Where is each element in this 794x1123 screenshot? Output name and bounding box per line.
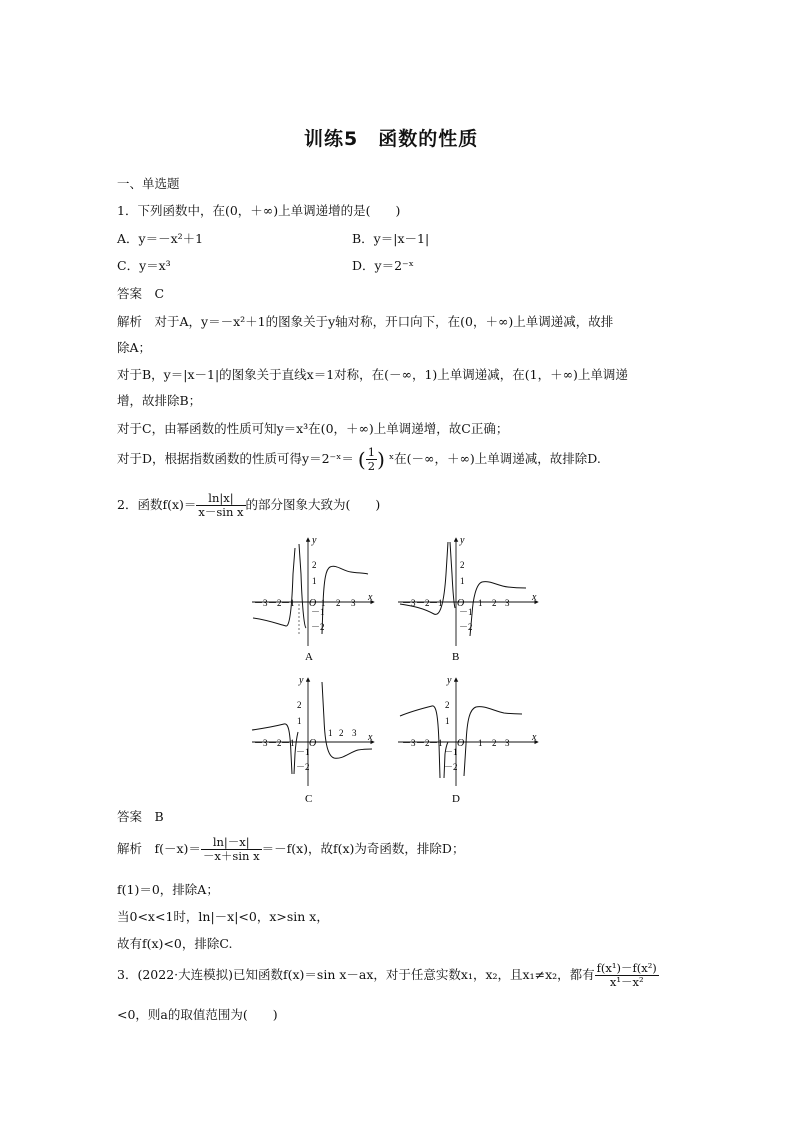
q2-answer: 答案 B <box>117 809 164 824</box>
tick-label: 2 <box>312 560 317 570</box>
tick-label: －1 <box>281 598 295 608</box>
tick-label: 2 <box>339 728 344 738</box>
origin-label: O <box>309 738 317 749</box>
graph-d <box>398 675 538 802</box>
x-axis-label: x <box>368 592 373 603</box>
graph-c <box>252 675 374 802</box>
tick-label: －3 <box>254 738 268 748</box>
graph-a <box>252 535 374 663</box>
tick-label: 3 <box>351 598 356 608</box>
q1-option-a: A．y＝－x²＋1 <box>117 231 204 246</box>
page-title: 训练5 函数的性质 <box>304 128 479 150</box>
x-axis-label: x <box>532 592 537 603</box>
tick-label: 2 <box>336 598 341 608</box>
q3-stem <box>117 962 659 989</box>
y-axis-label: y <box>460 535 465 546</box>
y-axis-label: y <box>447 675 452 686</box>
q1-stem: 1．下列函数中，在(0，＋∞)上单调递增的是( ) <box>117 203 401 218</box>
tick-label: －1 <box>281 738 295 748</box>
q2-analysis <box>117 836 464 863</box>
fraction <box>196 492 245 519</box>
tick-label: 1 <box>460 576 465 586</box>
tick-label: 1 <box>297 716 302 726</box>
q2-stem <box>117 492 380 519</box>
tick-label: 2 <box>492 738 497 748</box>
q1-analysis-line: 除A； <box>117 340 152 355</box>
tick-label: －2 <box>416 598 430 608</box>
q2-stem-pre: 2．函数f(x)＝ <box>117 497 197 512</box>
left-paren-icon: ( <box>357 447 366 472</box>
fraction <box>595 962 659 989</box>
tick-label: 2 <box>445 700 450 710</box>
graph-label-c: C <box>305 793 313 802</box>
q1-analysis-line: 增，故排除B； <box>117 393 202 408</box>
fraction-numerator: 1 <box>367 445 376 459</box>
fraction-numerator: ln|x| <box>196 492 245 506</box>
fraction-denominator: －x＋sin x <box>202 849 260 863</box>
q1-option-c: C．y＝x³ <box>117 258 171 273</box>
x-axis-label: x <box>532 732 537 743</box>
curve <box>299 544 306 628</box>
tick-label: 1 <box>321 598 326 608</box>
q2-analysis-line: 故有f(x)<0，排除C. <box>117 936 233 951</box>
curve <box>252 724 292 774</box>
tick-label: 1 <box>328 728 333 738</box>
tick-label: －2 <box>459 622 473 632</box>
tick-label: －2 <box>268 738 282 748</box>
q1-option-d: D．y＝2⁻ˣ <box>352 258 414 273</box>
fraction-numerator: ln|－x| <box>201 836 262 850</box>
tick-label: 3 <box>352 728 357 738</box>
fraction-denominator: 2 <box>367 459 376 473</box>
q1-option-b: B．y＝|x－1| <box>352 231 430 246</box>
tick-label: －1 <box>444 747 458 757</box>
fraction-denominator: x¹－x² <box>609 975 644 989</box>
curve <box>470 582 526 636</box>
tick-label: －1 <box>296 747 310 757</box>
tick-label: 3 <box>505 598 510 608</box>
q1-analysis-line: 对于C，由幂函数的性质可知y＝x³在(0，＋∞)上单调递增，故C正确； <box>117 421 509 436</box>
tick-label: －2 <box>444 762 458 772</box>
curve <box>253 548 295 626</box>
tick-label: 1 <box>478 738 483 748</box>
x-axis-label: x <box>368 732 373 743</box>
q2-stem-post: 的部分图象大致为( ) <box>245 497 381 512</box>
q1-analysis-d <box>117 446 601 473</box>
fraction-denominator: x－sin x <box>198 505 244 519</box>
tick-label: －2 <box>268 598 282 608</box>
graph-label-a: A <box>305 651 313 663</box>
tick-label: 2 <box>297 700 302 710</box>
curve <box>322 682 372 758</box>
fraction <box>366 446 377 473</box>
tick-label: －1 <box>429 598 443 608</box>
tick-label: 1 <box>478 598 483 608</box>
tick-label: －2 <box>296 762 310 772</box>
tick-label: 2 <box>492 598 497 608</box>
tick-label: －2 <box>416 738 430 748</box>
tick-label: －1 <box>311 607 325 617</box>
tick-label: 1 <box>445 716 450 726</box>
q1-analysis-line: 对于B，y＝|x－1|的图象关于直线x＝1对称，在(－∞，1)上单调递减，在(1，＋∞)上单调递 <box>117 367 628 382</box>
q1-answer: 答案 C <box>117 286 165 301</box>
q1-analysis-d-pre: 对于D，根据指数函数的性质可得y＝2⁻ˣ＝ <box>117 451 354 466</box>
q2-analysis-line: f(1)＝0，排除A； <box>117 882 219 897</box>
tick-label: 2 <box>460 560 465 570</box>
tick-label: －3 <box>254 598 268 608</box>
q2-analysis-line: 当0<x<1时，ln|－x|<0，x>sin x， <box>117 909 329 924</box>
tick-label: －1 <box>459 607 473 617</box>
origin-label: O <box>309 598 317 609</box>
right-paren-icon: ) <box>377 447 385 472</box>
graph-label-d: D <box>452 793 460 802</box>
q3-stem-line2: <0，则a的取值范围为( ) <box>117 1007 278 1022</box>
q2-analysis-pre: 解析 f(－x)＝ <box>117 841 201 856</box>
tick-label: －1 <box>429 738 443 748</box>
curve <box>322 566 368 634</box>
tick-label: －3 <box>402 738 416 748</box>
tick-label: －3 <box>402 598 416 608</box>
fraction <box>201 836 262 863</box>
fraction-numerator: f(x¹)－f(x²) <box>596 961 657 975</box>
tick-label: －2 <box>311 622 325 632</box>
origin-label: O <box>457 738 465 749</box>
y-axis-label: y <box>299 675 304 686</box>
q1-analysis-d-post: ˣ在(－∞，＋∞)上单调递减，故排除D. <box>388 451 601 466</box>
origin-label: O <box>457 598 465 609</box>
graph-b <box>398 535 538 663</box>
tick-label: 3 <box>505 738 510 748</box>
q3-stem-pre: 3．(2022·大连模拟)已知函数f(x)＝sin x－ax，对于任意实数x₁，x₂，且x₁≠x₂，都有 <box>117 967 595 982</box>
graph-label-b: B <box>452 651 460 663</box>
section-heading: 一、单选题 <box>117 176 180 191</box>
curve <box>450 542 455 608</box>
option-graphs <box>248 534 548 802</box>
q2-analysis-post: ＝－f(x)，故f(x)为奇函数，排除D； <box>261 841 465 856</box>
tick-label: 1 <box>312 576 317 586</box>
q1-analysis-line: 解析 对于A，y＝－x²＋1的图象关于y轴对称，开口向下，在(0，＋∞)上单调递减，故排 <box>117 314 614 329</box>
y-axis-label: y <box>312 535 317 546</box>
